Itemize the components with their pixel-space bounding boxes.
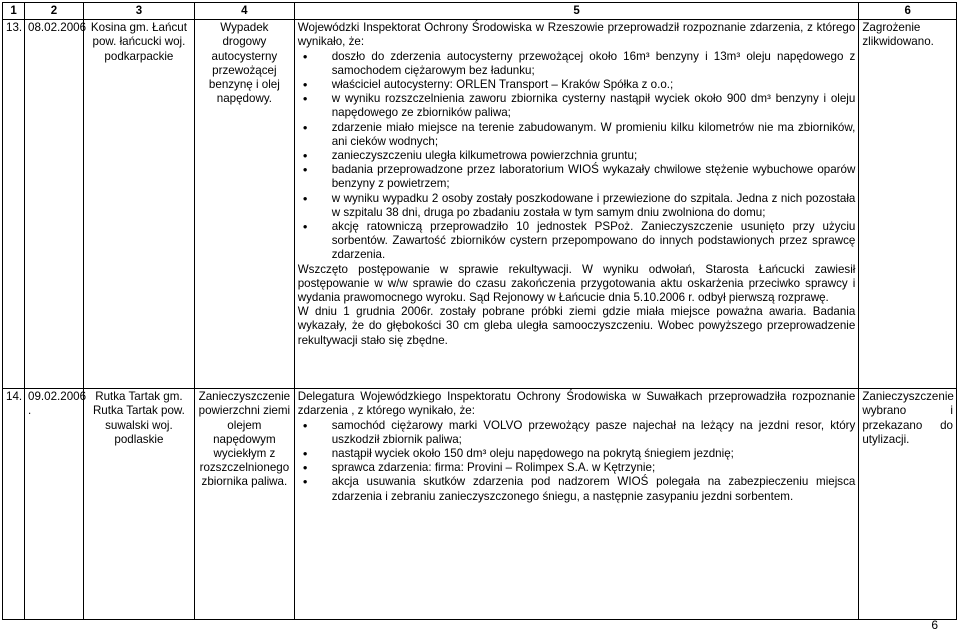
description-paragraph: Wszczęto postępowanie w sprawie rekultywacji. W wyniku odwołań, Starosta Łańcucki zawiesił postępowanie w w/w sprawie do czasu zakończenia przygotowania aktu oskarżenia przeciwko sprawcy i wydania prawomocnego wyroku. Sąd Rejonowy w Łańcucie dnia 5.10.2006 r. odbył pierwszą rozprawę. [297,262,856,305]
row-location: Kosina gm. Łańcut pow. łańcucki woj. podkarpackie [83,20,194,389]
incidents-table [2,2,957,620]
list-item: ● samochód ciężarowy marki VOLVO przewożący pasze najechał na leżący na jezdni resor, który uszkodził zbiornik paliwa; [298,419,856,447]
col-header-3: 3 [83,3,194,20]
row-number: 14. [3,389,25,620]
row-description [294,389,859,620]
column-number-header-row [3,3,957,20]
description-bullet-list [298,50,856,263]
description-intro: Wojewódzki Inspektorat Ochrony Środowiska w Rzeszowie przeprowadził rozpoznanie zdarzenia, z którego wynikało, że: [297,21,856,49]
row-date: 09.02.2006 . [25,389,84,620]
row-status: Zagrożenie zlikwidowano. [859,20,957,389]
row-number: 13. [3,20,25,389]
list-item: ● nastąpił wyciek około 150 dm³ oleju napędowego na pokrytą śniegiem jezdnię; [298,447,856,461]
row-location: Rutka Tartak gm. Rutka Tartak pow. suwalski woj. podlaskie [83,389,194,620]
col-header-5: 5 [294,3,859,20]
col-header-6: 6 [859,3,957,20]
list-item: ● zdarzenie miało miejsce na terenie zabudowanym. W promieniu kilku kilometrów nie ma zbiorników, ani cieków wodnych; [298,121,856,149]
row-event-type: Wypadek drogowy autocysterny przewożącej benzynę i olej napędowy. [195,20,295,389]
page-number: 6 [931,618,938,632]
row-status: Zanieczyszczenie wybrano i przekazano do utylizacji. [859,389,957,620]
description-paragraph: W dniu 1 grudnia 2006r. zostały pobrane próbki ziemi gdzie miała miejsce poważna awaria. Badania wykazały, że do głębokości 30 cm gleba uległa samooczyszczeniu. Wobec powyższego przeprowadzenie rekultywacji stało się zbędne. [297,305,856,347]
list-item: ● akcja usuwania skutków zdarzenia pod nadzorem WIOŚ polegała na zabezpieczeniu miejsca zdarzenia i zebraniu zanieczyszczonego śniegu, a następnie zasypaniu jezdni sorbentem. [298,475,856,503]
list-item: ● w wyniku rozszczelnienia zaworu zbiornika cysterny nastąpił wyciek około 900 dm³ benzyny i oleju napędowego ze zbiorników paliwa; [298,92,856,120]
description-intro: Delegatura Wojewódzkiego Inspektoratu Ochrony Środowiska w Suwałkach przeprowadziła rozpoznanie zdarzenia , z którego wynikało, że: [297,390,856,418]
table-row [3,20,957,389]
list-item: ● doszło do zderzenia autocysterny przewożącej około 16m³ benzyny i 13m³ oleju napędowego z samochodem ciężarowym bez ładunku; [298,50,856,78]
col-header-1: 1 [3,3,25,20]
description-bullet-list [298,419,856,504]
list-item: ● zanieczyszczeniu uległa kilkumetrowa powierzchnia gruntu; [298,149,856,163]
table-row [3,389,957,620]
row-description [294,20,859,389]
col-header-4: 4 [195,3,295,20]
list-item: ● sprawca zdarzenia: firma: Provini – Rolimpex S.A. w Kętrzynie; [298,461,856,475]
col-header-2: 2 [25,3,84,20]
list-item: ● akcję ratowniczą przeprowadziło 10 jednostek PSPoż. Zanieczyszczenie usunięto przy użyciu sorbentów. Zawartość zbiorników cystern przepompowano do innych podstawionych przez sprawcę zdarzenia. [298,220,856,263]
list-item: ● właściciel autocysterny: ORLEN Transport – Kraków Spółka z o.o.; [298,78,856,92]
row-date: 08.02.2006 [25,20,84,389]
row-event-type: Zanieczyszczenie powierzchni ziemi olejem napędowym wyciekłym z rozszczelnionego zbiornika paliwa. [195,389,295,620]
list-item: ● badania przeprowadzone przez laboratorium WIOŚ wykazały chwilowe stężenie wybuchowe oparów benzyny z powietrzem; [298,163,856,191]
list-item: ● w wyniku wypadku 2 osoby zostały poszkodowane i przewiezione do szpitala. Jedna z nich pozostała w szpitalu 38 dni, druga po zbadaniu została w tym samym dniu zwolniona do domu; [298,192,856,220]
